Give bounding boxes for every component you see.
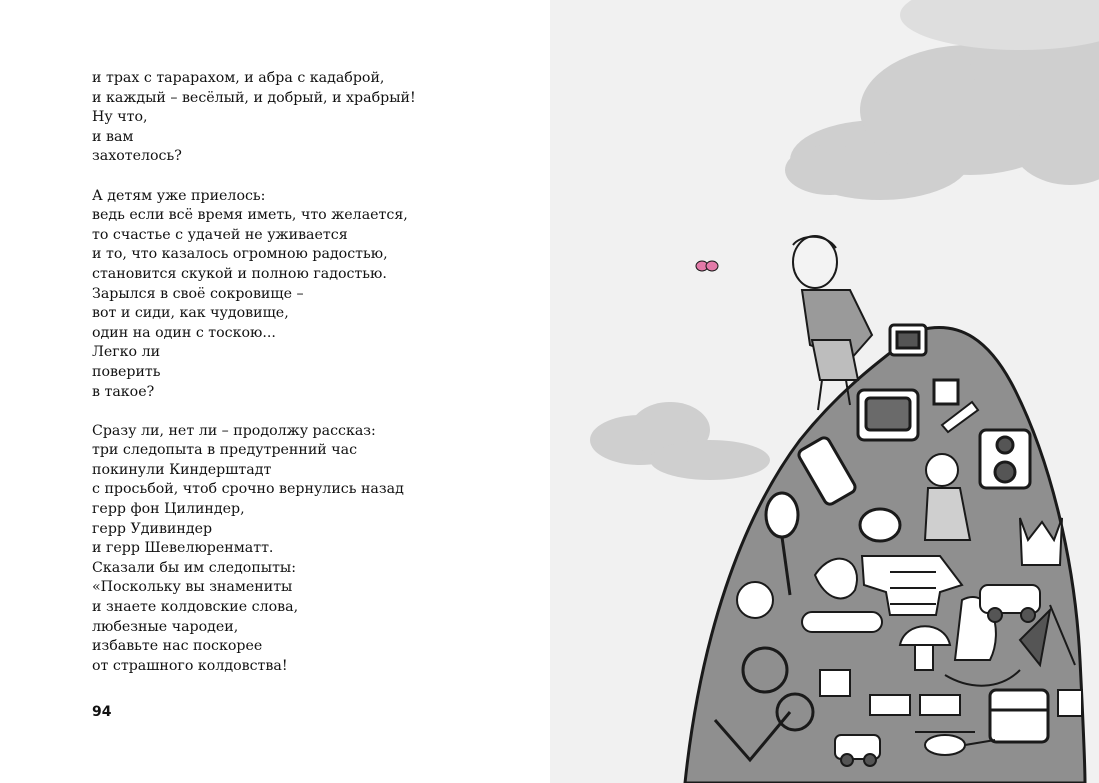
- poem-text: [92, 69, 532, 696]
- ball-icon: [860, 509, 900, 541]
- block-icon: [934, 380, 958, 404]
- poem-line: Ну что,: [92, 109, 148, 126]
- poem-line: захотелось?: [92, 148, 182, 165]
- butterfly-icon: [696, 261, 718, 271]
- poem-line: любезные чародеи,: [92, 618, 239, 635]
- poem-line: герр Удивиндер: [92, 520, 213, 537]
- poem-line: три следопыта в предутренний час: [92, 442, 358, 459]
- poem-line: избавьте нас поскорее: [92, 638, 263, 655]
- poem-line: Сразу ли, нет ли – продолжу рассказ:: [92, 422, 376, 439]
- puzzle-piece-icon: [1058, 690, 1082, 716]
- stanza-2: [92, 187, 532, 403]
- poem-line: и то, что казалось огромною радостью,: [92, 246, 388, 263]
- tv-icon: [858, 390, 918, 440]
- radio-icon: [980, 430, 1030, 488]
- poem-line: и знаете колдовские слова,: [92, 599, 299, 616]
- piggy-bank-icon: [737, 582, 773, 618]
- poem-line: то счастье с удачей не уживается: [92, 226, 348, 243]
- poem-line: вот и сиди, как чудовище,: [92, 305, 289, 322]
- stanza-1: [92, 69, 532, 167]
- poem-line: и герр Шевелюренматт.: [92, 540, 274, 557]
- poem-line: поверить: [92, 363, 161, 380]
- poem-line: ведь если всё время иметь, что желается,: [92, 207, 408, 224]
- poem-line: в такое?: [92, 383, 155, 400]
- poem-line: с просьбой, чтоб срочно вернулись назад: [92, 481, 404, 498]
- poem-line: «Поскольку вы знамениты: [92, 579, 293, 596]
- poem-line: и вам: [92, 128, 134, 145]
- poem-line: и трах с тарарахом, и абра с кадаброй,: [92, 70, 385, 86]
- treasure-chest-icon: [990, 690, 1048, 742]
- illustration-svg: [550, 0, 1099, 783]
- illustration: [550, 0, 1099, 783]
- poem-line: Сказали бы им следопыты:: [92, 559, 297, 576]
- poem-line: Легко ли: [92, 344, 161, 361]
- poem-line: один на один с тоскою...: [92, 324, 276, 341]
- cloud-small: [590, 402, 770, 480]
- cloud-top-band: [900, 0, 1099, 50]
- poem-line: от страшного колдовства!: [92, 657, 288, 674]
- monitor-icon: [890, 325, 926, 355]
- poem-line: и каждый – весёлый, и добрый, и храбрый!: [92, 89, 416, 106]
- poem-line: А детям уже приелось:: [92, 187, 266, 204]
- poem-line: покинули Киндерштадт: [92, 461, 272, 478]
- poem-line: Зарылся в своё сокровище –: [92, 285, 304, 302]
- poem-line: становится скукой и полною гадостью.: [92, 265, 387, 282]
- stanza-3: [92, 422, 532, 677]
- poem-line: герр фон Цилиндер,: [92, 501, 245, 518]
- page-number: 94: [92, 704, 112, 720]
- skateboard-icon: [802, 612, 882, 632]
